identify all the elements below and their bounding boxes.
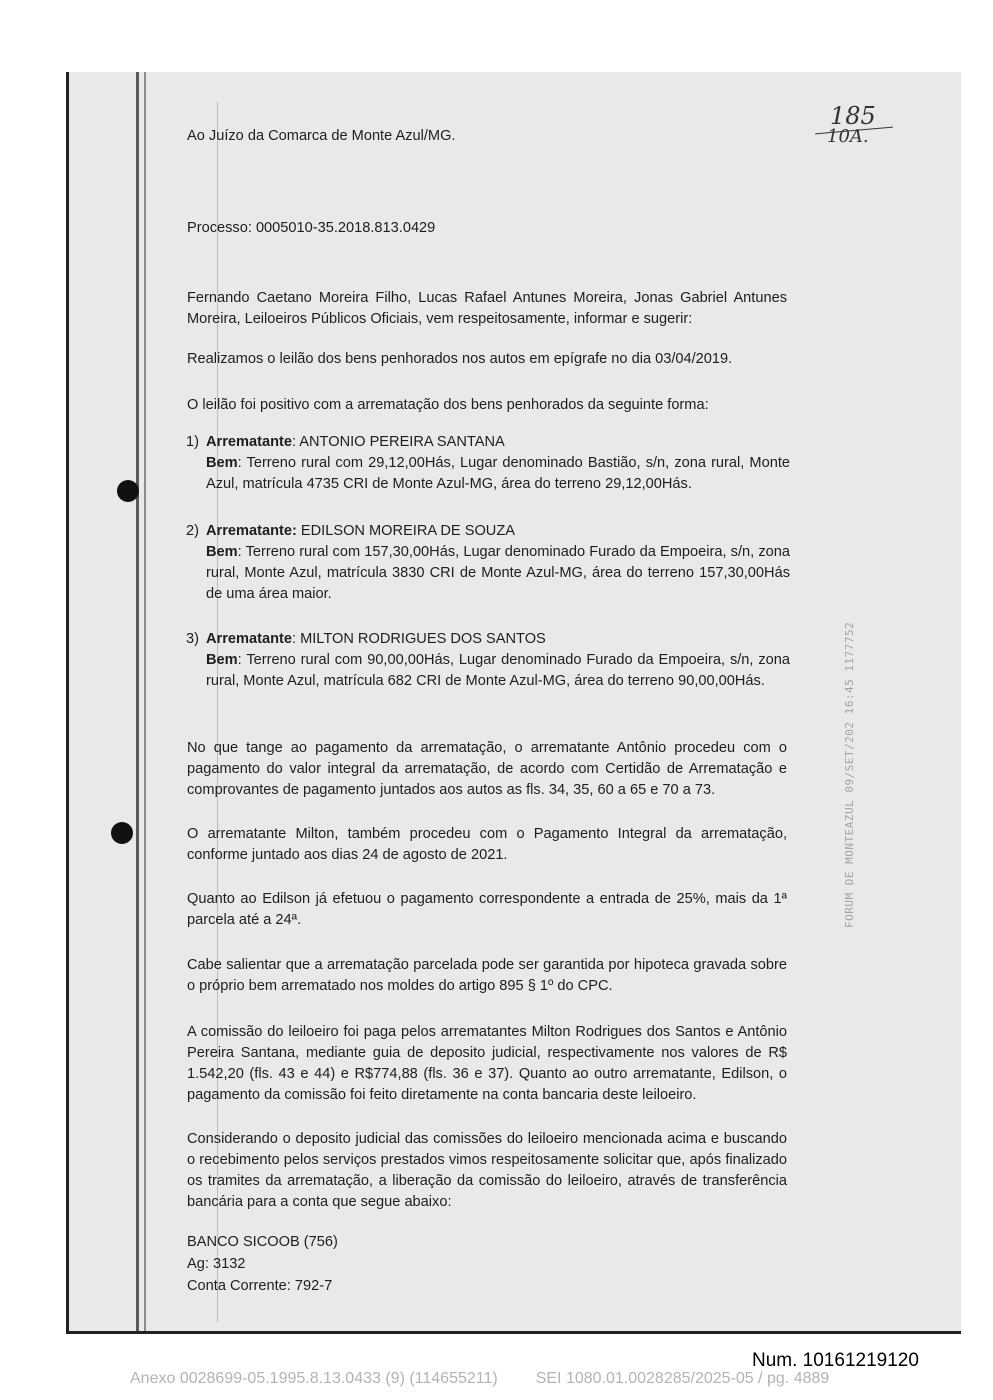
- scanned-page: [66, 72, 961, 1334]
- request-paragraph: Considerando o deposito judicial das comissões do leiloeiro mencionada acima e buscando o recebimento pelos serviços prestados vimos respeitosamente solicitar que, após finalizado os tramites da arrematação, a liberação da comissão do leiloeiro, através de transferência bancária para a conta que segue abaixo:: [187, 1131, 787, 1210]
- auction-item-2: [186, 521, 790, 605]
- buyer-label: Arrematante: [206, 434, 292, 450]
- buyer-name: : MILTON RODRIGUES DOS SANTOS: [291, 631, 546, 647]
- footer-reference: [130, 1370, 829, 1388]
- bank-agency: Ag: 3132: [187, 1256, 246, 1272]
- auction-item-1: [186, 432, 790, 495]
- page-number-top: 185: [830, 102, 876, 130]
- process-number: Processo: 0005010-35.2018.813.0429: [187, 220, 436, 236]
- intro-paragraph: Fernando Caetano Moreira Filho, Lucas Rafael Antunes Moreira, Jonas Gabriel Antunes Moreira, Leiloeiros Públicos Oficiais, vem respeitosamente, informar e sugerir:: [187, 290, 787, 327]
- payment-antonio-paragraph: No que tange ao pagamento da arrematação, o arrematante Antônio procedeu com o pagamento do valor integral da arrematação, de acordo com Certidão de Arrematação e comprovantes de pagamento juntados aos autos as fls. 34, 35, 60 a 65 e 70 a 73.: [187, 740, 787, 798]
- bank-account: Conta Corrente: 792-7: [187, 1278, 333, 1294]
- binding-line-inner: [144, 72, 146, 1331]
- mortgage-note-paragraph: Cabe salientar que a arrematação parcelada pode ser garantida por hipoteca gravada sobre o próprio bem arrematado nos moldes do artigo 895 § 1º do CPC.: [187, 957, 787, 994]
- protocol-stamp: FORUM DE MONTEAZUL 09/SET/202 16:45 1177752: [843, 621, 856, 928]
- addressee: Ao Juízo da Comarca de Monte Azul/MG.: [187, 128, 456, 144]
- punch-hole-top: [117, 480, 139, 502]
- buyer-name: EDILSON MOREIRA DE SOUZA: [296, 523, 515, 539]
- asset-description: : Terreno rural com 157,30,00Hás, Lugar denominado Furado da Empoeira, s/n, zona rural, Monte Azul, matrícula 3830 CRI de Monte Azul-MG, área do terreno 157,30,00Hás de uma área maior.: [206, 544, 790, 602]
- asset-label: Bem: [206, 652, 238, 668]
- asset-description: : Terreno rural com 90,00,00Hás, Lugar denominado Furado da Empoeira, s/n, zona rural, Monte Azul, matrícula 682 CRI de Monte Azul-MG, área do terreno 90,00,00Hás.: [206, 652, 790, 689]
- asset-label: Bem: [206, 544, 238, 560]
- item-number: 1): [186, 434, 199, 450]
- page-number-bottom: 10A.: [827, 126, 869, 147]
- buyer-label: Arrematante: [206, 631, 292, 647]
- buyer-name: : ANTONIO PEREIRA SANTANA: [291, 434, 505, 450]
- item-number: 2): [186, 523, 199, 539]
- payment-milton-paragraph: O arrematante Milton, também procedeu com o Pagamento Integral da arrematação, conforme juntado aos dias 24 de agosto de 2021.: [187, 826, 787, 863]
- auction-item-3: [186, 629, 790, 692]
- binding-line: [136, 72, 139, 1331]
- auction-date-paragraph: Realizamos o leilão dos bens penhorados nos autos em epígrafe no dia 03/04/2019.: [187, 351, 733, 367]
- asset-description: : Terreno rural com 29,12,00Hás, Lugar denominado Bastião, s/n, zona rural, Monte Azul, matrícula 4735 CRI de Monte Azul-MG, área do terreno 29,12,00Hás.: [206, 455, 790, 492]
- asset-label: Bem: [206, 455, 238, 471]
- buyer-label: Arrematante:: [206, 523, 297, 539]
- handwritten-page-number: [815, 102, 895, 152]
- result-paragraph: O leilão foi positivo com a arrematação dos bens penhorados da seguinte forma:: [187, 397, 709, 413]
- document-number: Num. 10161219120: [752, 1350, 919, 1371]
- bank-name: BANCO SICOOB (756): [187, 1234, 338, 1250]
- payment-edilson-paragraph: Quanto ao Edilson já efetuou o pagamento correspondente a entrada de 25%, mais da 1ª parcela até a 24ª.: [187, 891, 787, 928]
- commission-paid-paragraph: A comissão do leiloeiro foi paga pelos arrematantes Milton Rodrigues dos Santos e Antônio Pereira Santana, mediante guia de deposito judicial, respectivamente nos valores de R$ 1.542,20 (fls. 43 e 44) e R$774,88 (fls. 36 e 37). Quanto ao outro arrematante, Edilson, o pagamento da comissão foi feito diretamente na conta bancaria deste leiloeiro.: [187, 1024, 787, 1103]
- item-number: 3): [186, 631, 199, 647]
- footer-attachment-ref: Anexo 0028699-05.1995.8.13.0433 (9) (114655211): [130, 1370, 498, 1387]
- punch-hole-bottom: [111, 822, 133, 844]
- footer-sei-ref: SEI 1080.01.0028285/2025-05 / pg. 4889: [535, 1370, 830, 1387]
